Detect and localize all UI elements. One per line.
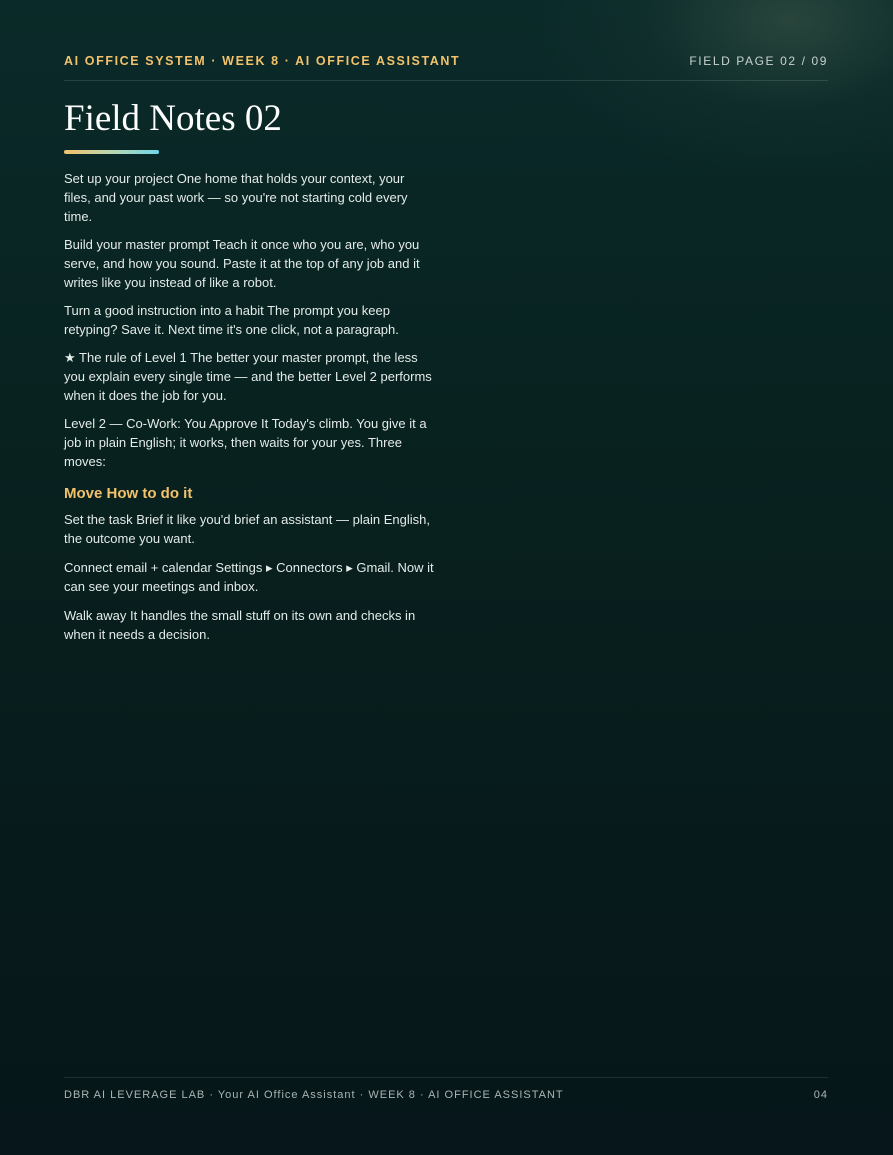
page-indicator: FIELD PAGE 02 / 09: [689, 54, 828, 68]
paragraph-level-2: Level 2 — Co-Work: You Approve It Today's climb. You give it a job in plain English; it works, then waits for your yes. Three moves:: [64, 416, 427, 469]
content-column: [64, 169, 434, 654]
document-page: [64, 0, 828, 1155]
title-underline: [64, 150, 159, 154]
move-item: Walk away It handles the small stuff on its own and checks in when it needs a decision.: [64, 608, 416, 642]
section-heading: Move How to do it: [64, 485, 193, 502]
page-footer: [64, 1077, 828, 1108]
page-header: [64, 54, 828, 81]
paragraph-habit: Turn a good instruction into a habit The prompt you keep retyping? Save it. Next time it's one click, not a paragraph.: [64, 303, 399, 337]
footer-text: DBR AI LEVERAGE LAB · Your AI Office Assistant · WEEK 8 · AI OFFICE ASSISTANT: [64, 1089, 564, 1101]
move-item: Set the task Brief it like you'd brief an assistant — plain English, the outcome you want.: [64, 512, 430, 546]
paragraph-project: Set up your project One home that holds your context, your files, and your past work — so you're not starting cold every time.: [64, 171, 408, 224]
page-title: Field Notes 02: [64, 98, 282, 139]
paragraph-master-prompt: Build your master prompt Teach it once who you are, who you serve, and how you sound. Paste it at the top of any job and it writes like you instead of like a robot.: [64, 237, 420, 290]
move-item: Connect email + calendar Settings ▸ Connectors ▸ Gmail. Now it can see your meetings and inbox.: [64, 560, 434, 594]
paragraph-rule: ★ The rule of Level 1 The better your master prompt, the less you explain every single time — and the better Level 2 performs when it does the job for you.: [64, 350, 432, 403]
footer-page-number: 04: [813, 1089, 828, 1101]
header-kicker: AI OFFICE SYSTEM · WEEK 8 · AI OFFICE ASSISTANT: [64, 54, 461, 68]
